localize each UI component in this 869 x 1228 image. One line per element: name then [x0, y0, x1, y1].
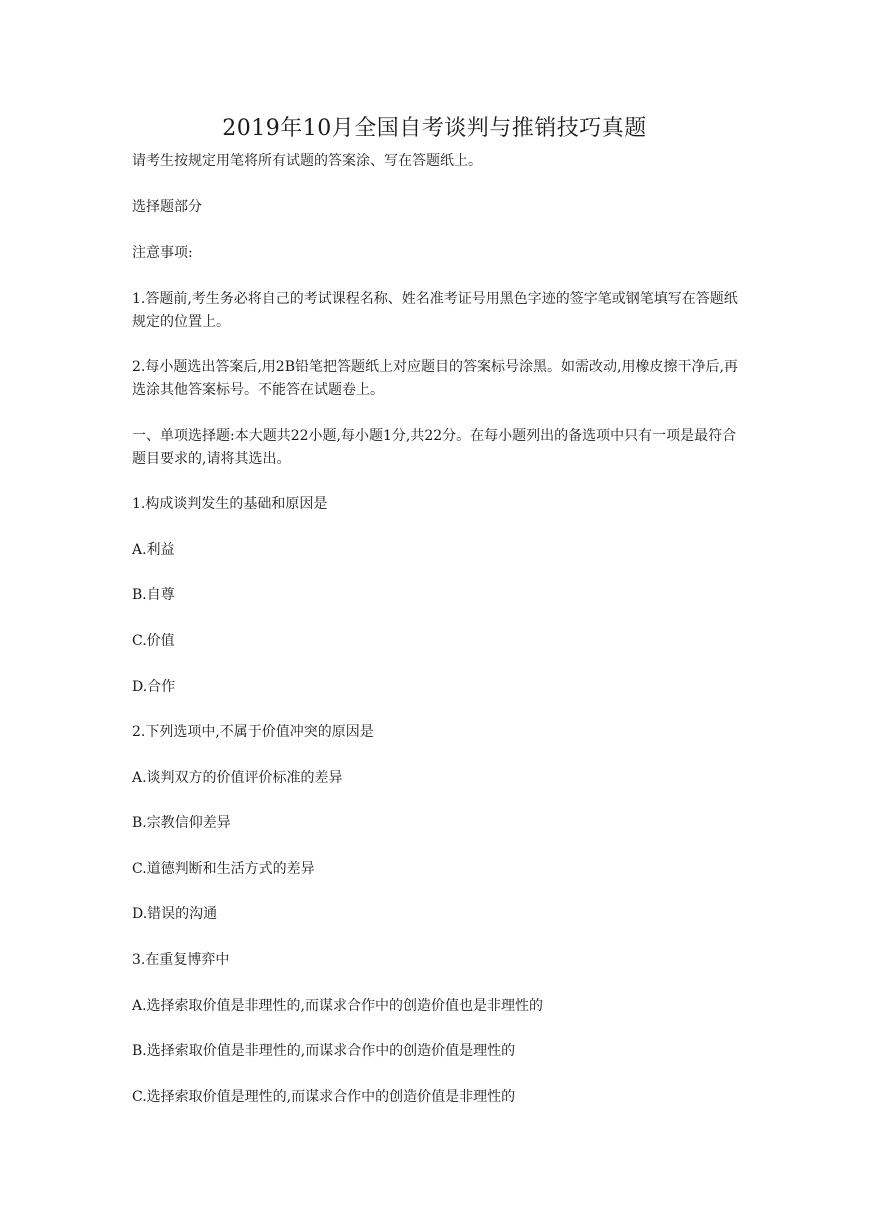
part-one-heading: 一、单项选择题:本大题共22小题,每小题1分,共22分。在每小题列出的备选项中只有一项是最符合题目要求的,请将其选出。 — [132, 428, 737, 467]
question-1-option-b: B.自尊 — [132, 587, 175, 603]
question-3-option-c: C.选择索取价值是理性的,而谋求合作中的创造价值是非理性的 — [132, 1089, 516, 1105]
question-3-option-a: A.选择索取价值是非理性的,而谋求合作中的创造价值也是非理性的 — [132, 998, 544, 1014]
section-heading: 选择题部分 — [132, 199, 202, 215]
question-3-option-b: B.选择索取价值是非理性的,而谋求合作中的创造价值是理性的 — [132, 1043, 516, 1059]
question-1: 1.构成谈判发生的基础和原因是 — [132, 496, 328, 512]
question-2-option-b: B.宗教信仰差异 — [132, 815, 231, 831]
question-2-option-c: C.道德判断和生活方式的差异 — [132, 861, 315, 877]
question-2-option-a: A.谈判双方的价值评价标准的差异 — [132, 770, 343, 786]
notice-item-1: 1.答题前,考生务必将自己的考试课程名称、姓名准考证号用黑色字迹的签字笔或钢笔填写在答题纸规定的位置上。 — [132, 291, 738, 330]
notice-item-2: 2.每小题选出答案后,用2B铅笔把答题纸上对应题目的答案标号涂黑。如需改动,用橡皮擦干净后,再选涂其他答案标号。不能答在试题卷上。 — [132, 359, 738, 398]
question-3: 3.在重复博弈中 — [132, 952, 230, 968]
instruction-paragraph: 请考生按规定用笔将所有试题的答案涂、写在答题纸上。 — [132, 153, 482, 169]
question-1-option-d: D.合作 — [132, 679, 176, 695]
notice-heading: 注意事项: — [132, 245, 193, 261]
question-2: 2.下列选项中,不属于价值冲突的原因是 — [132, 724, 374, 740]
question-1-option-a: A.利益 — [132, 542, 175, 558]
document-title: 2019年10月全国自考谈判与推销技巧真题 — [222, 116, 647, 141]
question-1-option-c: C.价值 — [132, 633, 175, 649]
question-2-option-d: D.错误的沟通 — [132, 906, 218, 922]
